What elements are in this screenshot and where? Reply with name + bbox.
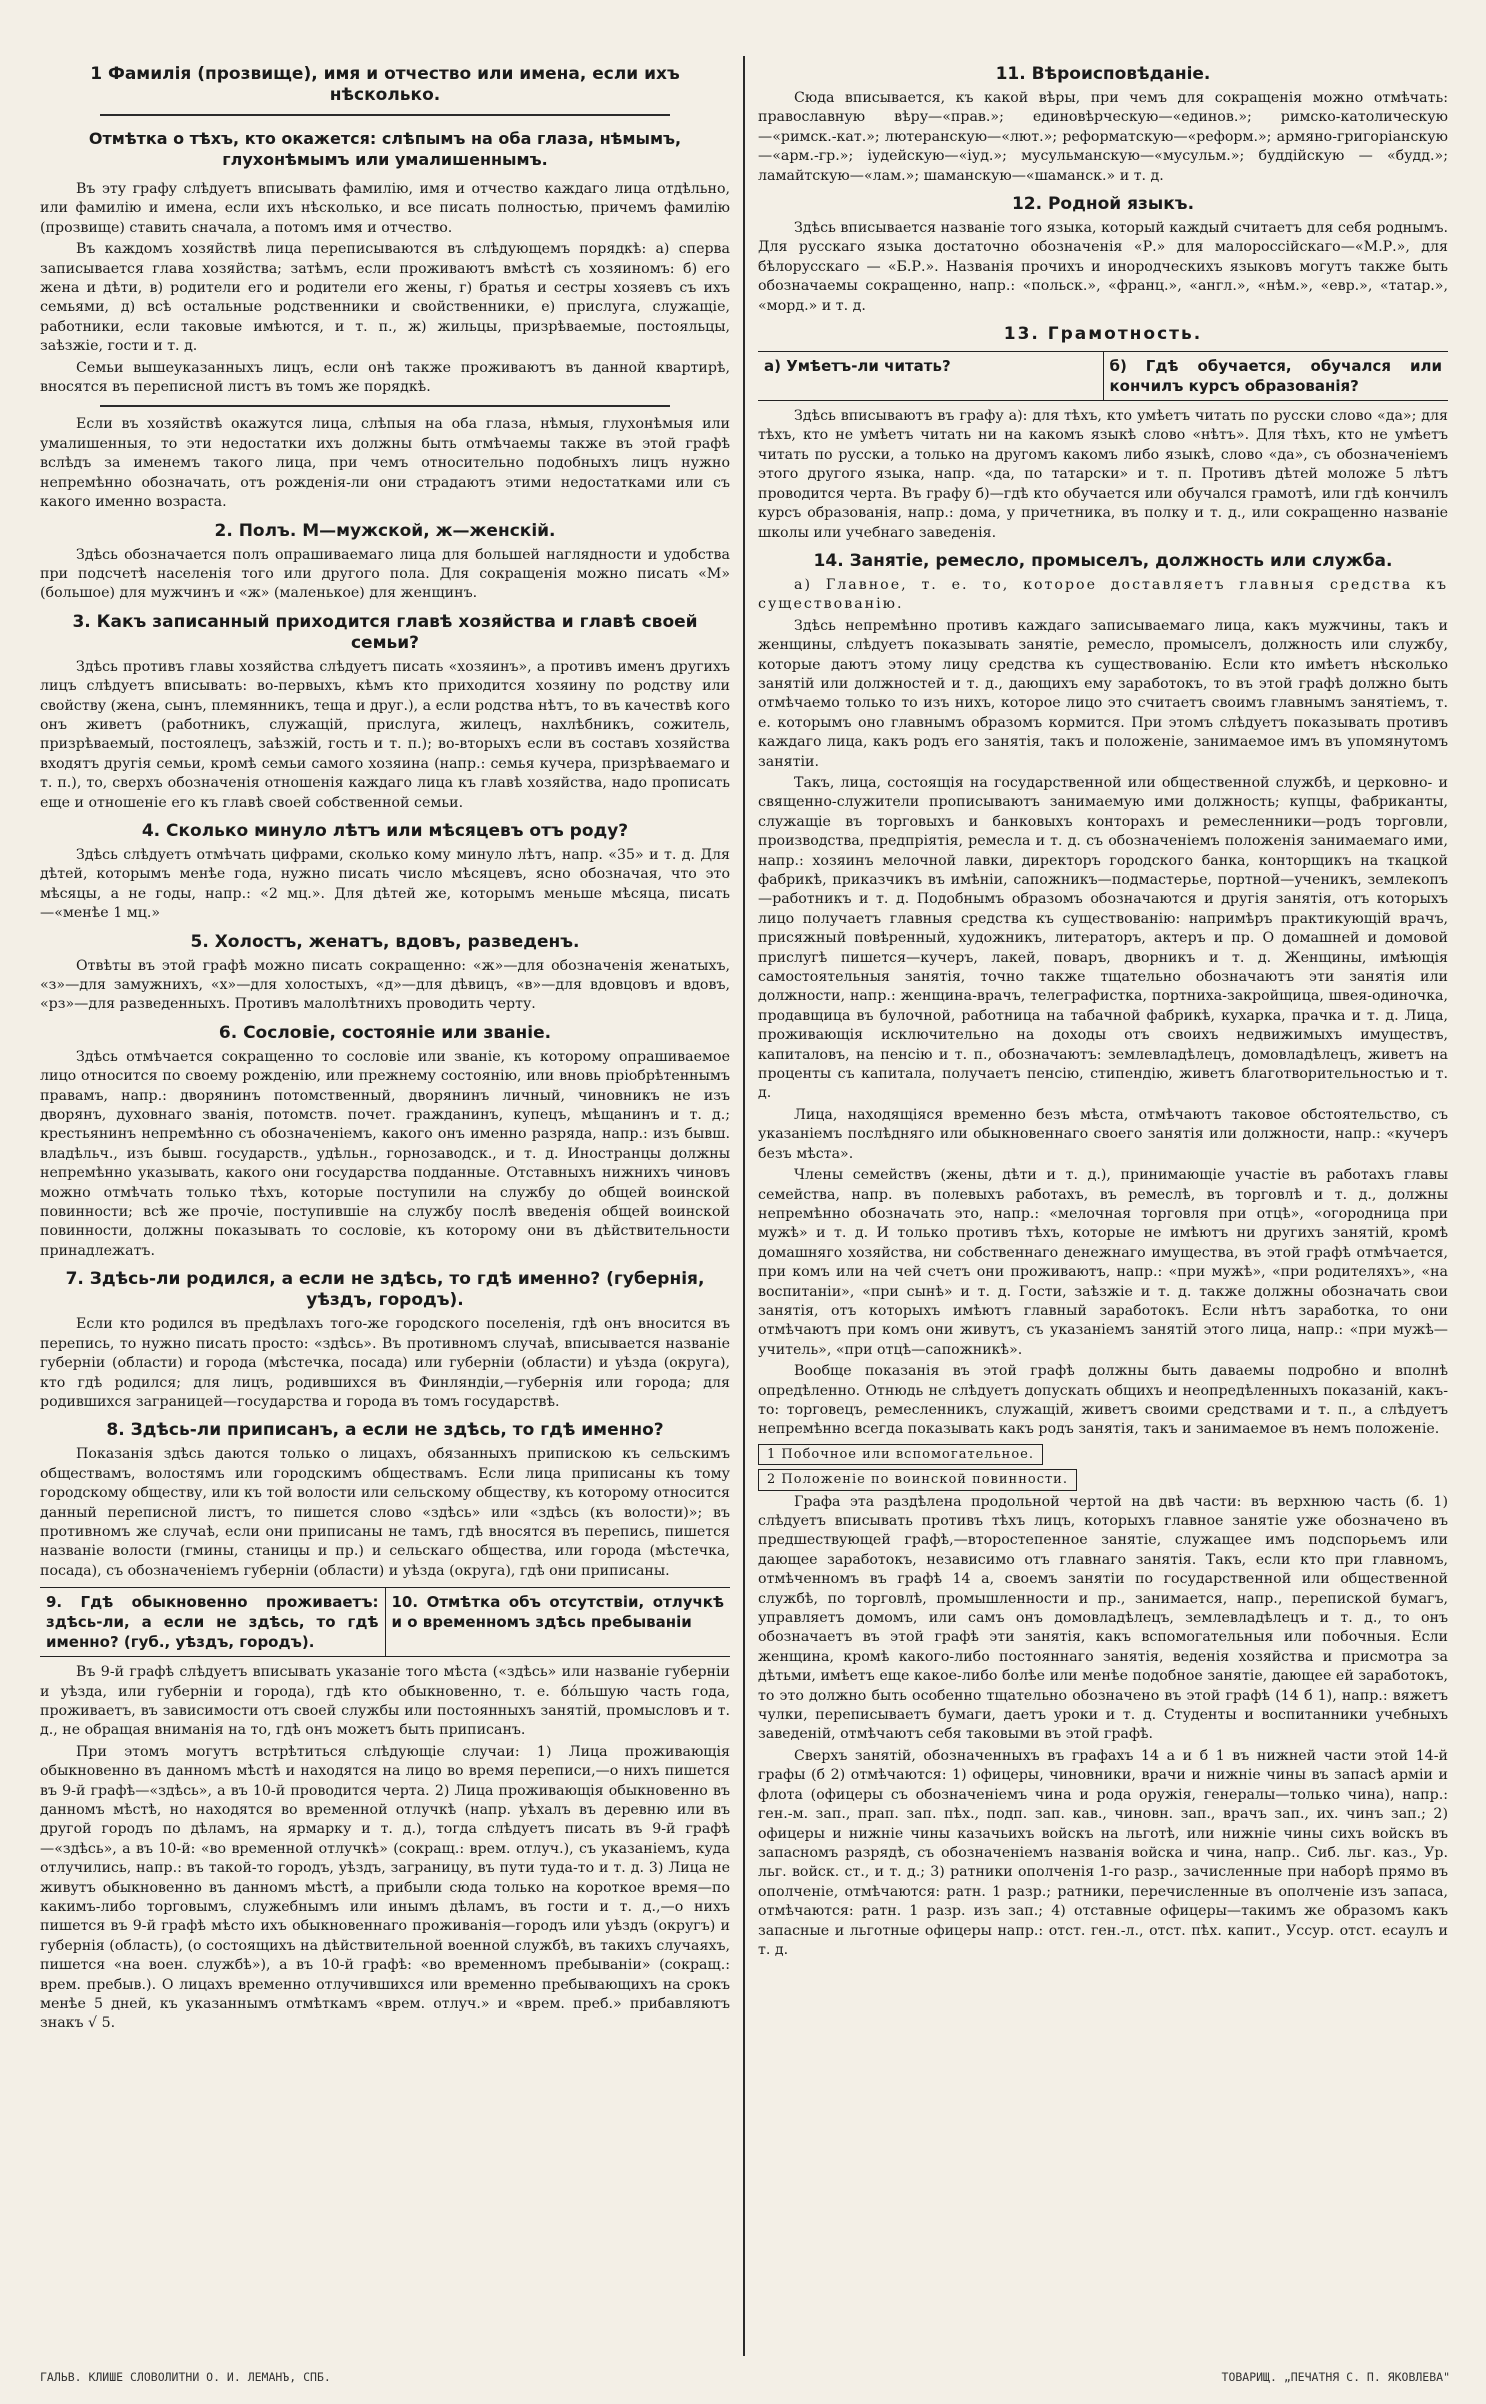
section-4-heading: 4. Сколько минуло лѣтъ или мѣсяцевъ отъ роду? <box>141 820 629 841</box>
paragraph: Если кто родился въ предѣлахъ того-же городского поселенія, гдѣ онъ вносится въ перепись, то нужно писать просто: «здѣсь». Въ противномъ случаѣ, вписывается названіе губерніи (области) и города (мѣстечка, посада) или губерніи (области) и уѣзда (округа), кто гдѣ родился; для лицъ, родившихся въ Финляндіи,—губернія или города; для родившихся заграницей—государства и города въ томъ государствѣ. <box>40 1316 730 1410</box>
paragraph: Сверхъ занятій, обозначенныхъ въ графахъ 14 а и б 1 въ нижней части этой 14-й графы (б 2) отмѣчаются: 1) офицеры, чиновники, врачи и нижніе чины въ запасѣ арміи и флота (офицеры съ обозначеніемъ чина и рода оружія, генералы—только чина), напр.: ген.-м. зап., прап. зап. пѣх., подп. зап. кав., чиновн. зап., врачъ зап., их. чинъ зап.; 2) офицеры и нижніе чины казачьихъ войскъ на льготѣ, или нижніе чины сихъ войскъ въ запасномъ разрядѣ, съ обозначеніемъ названія войска и чина, напр.. Сиб. льг. каз., Ур. льг. войск. ст., и т. д.; 3) ратники ополченія 1-го разр., зачисленные при наборѣ прямо въ ополченіе, отмѣчаются: ратн. 1 разр.; ратники, перечисленные въ ополченіе изъ запаса, отмѣчаются: ратн. 1 разр. изъ зап.; 4) отставные офицеры—такимъ же образомъ какъ запасные и льготные офицеры напр.: отст. ген.-л., отст. пѣх. капит., Уссур. отст. есаулъ и т. д. <box>758 1747 1448 1958</box>
paragraph: Въ 9-й графѣ слѣдуетъ вписывать указаніе того мѣста («здѣсь» или названіе губерніи и уѣзда, или губерніи и города), гдѣ кто обыкновенно, т. е. бóльшую часть года, проживаетъ, въ зависимости отъ своей службы или постоянныхъ занятій, промысловъ и т. д., не обращая вниманія на то, гдѣ онъ можетъ быть приписанъ. <box>40 1664 730 1739</box>
section-1-heading: 1 Фамилія (прозвище), имя и отчество или имена, если ихъ нѣсколько. <box>90 64 680 105</box>
footer-left-imprint: ГАЛЬВ. КЛИШЕ СЛОВОЛИТНИ О. И. ЛЕМАНЪ, СПБ. <box>40 2370 331 2384</box>
paragraph: Семьи вышеуказанныхъ лицъ, если онѣ также проживаютъ въ данной квартирѣ, вносятся въ переписной листъ въ томъ же порядкѣ. <box>40 359 730 396</box>
divider-rule <box>100 114 670 116</box>
paragraph: Лица, находящіяся временно безъ мѣста, отмѣчаютъ таковое обстоятельство, съ указаніемъ послѣдняго или обыкновеннаго своего занятія или должности, напр.: «кучеръ безъ мѣста». <box>758 1106 1448 1162</box>
section-10-heading: 10. Отмѣтка объ отсутствіи, отлучкѣ и о временномъ здѣсь пребываніи <box>385 1588 731 1656</box>
right-column <box>758 56 1448 2356</box>
paragraph: При этомъ могутъ встрѣтиться слѣдующіе случаи: 1) Лица проживающія обыкновенно въ данномъ мѣстѣ и находятся на лицо во время переписи,—о нихъ пишется въ 9-й графѣ—«здѣсь», а въ 10-й проводится черта. 2) Лица проживающія обыкновенно въ данномъ мѣстѣ, но находятся во временной отлучкѣ (напр. уѣхалъ въ деревню или въ другой городъ по дѣламъ, на ярмарку и т. д.), тогда слѣдуетъ писать въ 9-й графѣ—«здѣсь», а въ 10-й: «во временной отлучкѣ» (сокращ.: врем. отлуч.), съ указаніемъ, куда отлучились, напр.: въ такой-то городъ, уѣздъ, заграницу, въ пути туда-то и т. д. 3) Лица не живутъ обыкновенно въ данномъ мѣстѣ, а прибыли сюда только на короткое время—по какимъ-либо торговымъ, служебнымъ или инымъ дѣламъ, въ гости и т. д.,—о нихъ пишется въ 9-й графѣ мѣсто ихъ обыкновеннаго проживанія—городъ или уѣздъ (округъ) и губернія (область), (о состоящихъ на дѣйствительной военной службѣ, въ такихъ случаяхъ, пишется «на воен. службѣ»), а въ 10-й графѣ: «во временномъ пребываніи» (сокращ.: врем. пребыв.). О лицахъ временно отлучившихся или временно пребывающихъ на срокъ менѣе 5 дней, къ указаннымъ отмѣткамъ «врем. отлуч.» и «врем. преб.» прибавляютъ знакъ √ 5. <box>40 1743 730 2032</box>
paragraph: Здѣсь обозначается полъ опрашиваемаго лица для большей наглядности и удобства при подсчетѣ населенія того или другого пола. Для сокращенія можно писать «М» (большое) для мужчинъ и «ж» (маленькое) для женщинъ. <box>40 546 730 602</box>
section-12-heading: 12. Родной языкъ. <box>1011 194 1195 215</box>
census-instructions-page <box>40 56 1450 2356</box>
paragraph: Здѣсь отмѣчается сокращенно то сословіе или званіе, къ которому опрашиваемое лицо относится по своему рожденію, или прежнему состоянію, или вновь пріобрѣтеннымъ правамъ, напр.: дворянинъ потомственный, дворянинъ личный, чиновникъ не изъ дворянъ, духовнаго званія, потомств. почет. гражданинъ, купецъ, мѣщанинъ и т. д.; крестьянинъ непремѣнно съ обозначеніемъ, какого онъ именно разряда, напр.: изъ бывш. владѣльч., изъ бывш. государств., удѣльн., горнозаводск., и т. д. Иностранцы должны непремѣнно указывать, какого они государства подданные. Отставныхъ нижнихъ чиновъ можно отмѣчать только тѣхъ, которые поступили на службу до общей воинской повинности; всѣ же прочіе, поступившіе на службу послѣ введенія общей воинской повинности, должны показывать то сословіе, къ которому они въ дѣйствительности принадлежатъ. <box>40 1048 730 1259</box>
section-6-heading: 6. Сословіе, состояніе или званіе. <box>218 1022 552 1043</box>
paragraph: Здѣсь противъ главы хозяйства слѣдуетъ писать «хозяинъ», а противъ именъ другихъ лицъ слѣдуетъ вписывать: во-первыхъ, кѣмъ кто приходится хозяину по родству или свойству (жена, сынъ, племянникъ, теща и друг.), а если родства нѣтъ, то въ качествѣ кого онъ живетъ (работникъ, служащій, прислуга, жилецъ, нахлѣбникъ, сожитель, призрѣваемый, постоялецъ, заѣзжій, гость и т. п.); во-вторыхъ если въ составъ хозяйства входятъ другія семьи, кромѣ семьи самого хозяина (напр.: семья кучера, призрѣваемаго и т. п.), то, сверхъ обозначенія отношенія каждаго лица къ главѣ хозяйства, надо прописать еще и отношеніе его къ главѣ своей собственной семьи. <box>40 658 730 811</box>
section-13-subheader <box>758 351 1448 401</box>
paragraph: Въ эту графу слѣдуетъ вписывать фамилію, имя и отчество каждаго лица отдѣльно, или фамилію и имена, если ихъ нѣсколько, и все писать полностью, причемъ фамилію (прозвище) ставить сначала, а потомъ имя и отчество. <box>40 181 730 236</box>
sections-9-10-header <box>40 1587 730 1657</box>
section-1-note: Отмѣтка о тѣхъ, кто окажется: слѣпымъ на оба глаза, нѣмымъ, глухонѣмымъ или умалишеннымъ. <box>88 129 682 169</box>
paragraph: Здѣсь вписывается названіе того языка, который каждый считаетъ для себя роднымъ. Для русскаго языка достаточно обозначенія «Р.» для малороссійскаго—«М.Р.», для бѣлорусскаго — «Б.Р.». Названія прочихъ и инородческихъ языковъ могутъ также быть обозначаемы сокращенно, напр.: «польск.», «франц.», «англ.», «нѣм.», «евр.», «татар.», «морд.» и т. д. <box>758 220 1448 314</box>
paragraph: Если въ хозяйствѣ окажутся лица, слѣпыя на оба глаза, нѣмыя, глухонѣмыя или умалишенныя, то эти недостатки ихъ должны быть отмѣчаемы также въ этой графѣ вслѣдъ за именемъ такого лица, при чемъ относительно подобныхъ лицъ нужно непремѣнно обозначать, отъ рожденія-ли они страдаютъ этими недостатками или съ какого именно возраста. <box>40 416 730 511</box>
section-14-heading: 14. Занятіе, ремесло, промыселъ, должность или служба. <box>813 550 1393 571</box>
paragraph: Вообще показанія въ этой графѣ должны быть даваемы подробно и вполнѣ опредѣленно. Отнюдь не слѣдуетъ допускать общихъ и неопредѣленныхъ показаній, какъ-то: торговецъ, ремесленникъ, служащій, живетъ своими средствами и т. п., а слѣдуетъ непремѣнно всегда показывать какъ родъ занятія, такъ и занимаемое въ немъ положеніе. <box>758 1363 1448 1438</box>
paragraph: Здѣсь непремѣнно противъ каждаго записываемаго лица, какъ мужчины, такъ и женщины, слѣдуетъ показывать занятіе, ремесло, промыселъ, должность или службу, которые даютъ этому лицу средства къ существованію. Если кто имѣетъ нѣсколько занятій или должностей и т. д., дающихъ ему заработокъ, то въ этой графѣ должно быть отмѣчаемо только то изъ нихъ, которое лицо это считаетъ своимъ главнымъ занятіемъ, т. е. которымъ оно главнымъ образомъ кормится. При этомъ слѣдуетъ показывать противъ каждаго лица, какъ родъ его занятія, такъ и положеніе, занимаемое имъ въ упомянутомъ занятіи. <box>758 617 1448 770</box>
paragraph: Показанія здѣсь даются только о лицахъ, обязанныхъ припискою къ сельскимъ обществамъ, волостямъ или городскимъ обществамъ. Если лица приписаны къ тому городскому обществу, или къ той волости или сельскому обществу, къ которому относится данный переписной листъ, то пишется слово «здѣсь» или «здѣсь (къ волости)»; въ противномъ же случаѣ, если они приписаны не тамъ, гдѣ вносятся въ перепись, пишется названіе волости (гмины, станицы и пр.) и сельскаго общества, или города (мѣстечка, посада), съ обозначеніемъ губерніи (области) и уѣзда (округа), гдѣ они приписаны. <box>40 1446 730 1579</box>
section-14b-headers <box>758 1442 1448 1493</box>
paragraph: Здѣсь вписываютъ въ графу а): для тѣхъ, кто умѣетъ читать по русски слово «да»; для тѣхъ, кто не умѣетъ читать ни на какомъ языкѣ слово «нѣтъ». Для тѣхъ, кто не умѣетъ читать по русски, а только на другомъ какомъ либо языкѣ, слово «да», съ обозначеніемъ этого другого языка, напр. «да, по татарски» и т. п. Противъ дѣтей моложе 5 лѣтъ проводится черта. Въ графу б)—гдѣ кто обучается или обучался грамотѣ, или гдѣ кончилъ курсъ образованія, напр.: дома, у причетника, въ полку и т. д., или сокращенно названіе школы или учебнаго заведенія. <box>758 408 1448 541</box>
left-column <box>40 56 730 2356</box>
section-14b2-heading: 2 Положеніе по воинской повинности. <box>758 1469 1077 1490</box>
section-8-heading: 8. Здѣсь-ли приписанъ, а если не здѣсь, то гдѣ именно? <box>106 1420 664 1441</box>
paragraph: Здѣсь слѣдуетъ отмѣчать цифрами, сколько кому минуло лѣтъ, напр. «35» и т. д. Для дѣтей, которымъ менѣе года, нужно писать число мѣсяцевъ, ясно обозначая, что это мѣсяцы, а не годы, напр.: «2 мц.». Для дѣтей же, которымъ меньше мѣсяца, писать—«менѣе 1 мц.» <box>40 846 730 922</box>
section-13a-heading: а) Умѣетъ-ли читать? <box>764 357 951 376</box>
printer-footer <box>40 2370 1450 2390</box>
section-7-heading: 7. Здѣсь-ли родился, а если не здѣсь, то гдѣ именно? (губернія, уѣздъ, городъ). <box>65 1269 705 1311</box>
paragraph: Такъ, лица, состоящія на государственной или общественной службѣ, и церковно- и священно-служители прописываютъ занимаемую ими должность; купцы, фабриканты, служащіе въ торговыхъ и банковыхъ конторахъ и ремесленники—родъ торговли, производства, предпріятія, ремесла и т. д. съ обозначеніемъ положенія занимаемаго ими, напр.: хозяинъ мелочной лавки, директоръ городского банка, конторщикъ на ткацкой фабрикѣ, приказчикъ въ имѣніи, сапожникъ—подмастерье, портной—ученикъ, землекопъ—работникъ и т. д. Подобнымъ образомъ обозначаются и другія занятія, отъ которыхъ лицо получаетъ главныя средства къ существованію: напримѣръ практикующій врачъ, присяжный повѣренный, художникъ, литераторъ, актеръ и пр. О домашней и домовой прислугѣ пишется—кучеръ, лакей, поваръ, дворникъ и т. д. Женщины, имѣющія самостоятельныя занятія, точно также тщательно обозначаютъ эти занятія или должности, напр.: женщина-врачъ, телеграфистка, портниха-закройщица, швея-одиночка, продавщица въ булочной, работница на табачной фабрикѣ, кухарка, прачка и т. д. Лица, проживающія исключительно на доходы отъ своихъ недвижимыхъ имуществъ, капиталовъ, на пенсію и т. п., обозначаютъ: землевладѣлецъ, домовладѣлецъ, живетъ на проценты съ капитала, получаетъ пенсію, стипендію, живетъ благотворительностью и т. д. <box>758 774 1448 1102</box>
paragraph: Сюда вписывается, къ какой вѣры, при чемъ для сокращенія можно отмѣчать: православную вѣру—«прав.»; единовѣрческую—«единов.»; римско-католическую—«римск.-кат.»; лютеранскую—«лют.»; реформатскую—«реформ.»; армяно-григоріанскую—«арм.-гр.»; іудейскую—«іуд.»; мусульманскую—«мусульм.»; буддійскую — «будд.»; ламайтскую—«лам.»; шаманскую—«шаманск.» и т. д. <box>758 90 1448 184</box>
section-2-heading: 2. Полъ. М—мужской, ж—женскій. <box>214 520 556 541</box>
column-divider <box>743 56 745 2356</box>
section-11-heading: 11. Вѣроисповѣданіе. <box>995 64 1211 84</box>
paragraph: Въ каждомъ хозяйствѣ лица переписываются въ слѣдующемъ порядкѣ: а) сперва записывается глава хозяйства; затѣмъ, если проживаютъ вмѣстѣ съ хозяиномъ: б) его жена и дѣти, в) родители его и родители его жены, г) братья и сестры хозяевъ съ ихъ семьями, д) всѣ остальные родственники и свойственники, е) прислуга, служащіе, работники, если таковые имѣются, и т. п., ж) жильцы, призрѣваемые, постояльцы, заѣзжіе, гости и т. д. <box>40 241 730 355</box>
paragraph: Члены семействъ (жены, дѣти и т. д.), принимающіе участіе въ работахъ главы семейства, напр. въ полевыхъ работахъ, въ ремеслѣ, въ торговлѣ и т. д., должны непремѣнно обозначать это, напр.: «мелочная торговля при отцѣ», «огородница при мужѣ» и т. д. И только противъ тѣхъ, которые не имѣютъ ни другихъ занятій, кромѣ домашняго хозяйства, ни собственнаго денежнаго имущества, въ этой графѣ отмѣчается, при комъ или на чей счетъ они проживаютъ, напр.: «при мужѣ», «при родителяхъ», «на воспитаніи», «при сынѣ» и т. д. Гости, заѣзжіе и т. д. также должны обозначать свои занятія, отъ которыхъ имѣютъ главный заработокъ. Если нѣтъ заработка, то они отмѣчаютъ при комъ они живутъ, съ указаніемъ занятій этого лица, напр.: «при мужѣ—учитель», «при отцѣ—сапожникѣ». <box>758 1167 1448 1358</box>
paragraph: Графа эта раздѣлена продольной чертой на двѣ части: въ верхнюю часть (б. 1) слѣдуетъ вписывать противъ тѣхъ лицъ, которыхъ главное занятіе уже обозначено въ предшествующей графѣ,—второстепенное занятіе, служащее имъ подспорьемъ или дающее заработокъ, независимо отъ главнаго занятія. Такъ, если кто при главномъ, отмѣченномъ въ графѣ 14 а, своемъ занятіи по государственной или общественной службѣ, по торговлѣ, промышленности и пр., занимается, напр., перепиской бумагъ, управляетъ домомъ, или самъ онъ домовладѣлецъ, землевладѣлецъ и т. д., то онъ обозначаетъ въ этой графѣ эти занятія, какъ вспомогательныя или побочныя. Если женщина, кромѣ какого-либо постояннаго занятія, веденія хозяйства и присмотра за дѣтьми, имѣетъ еще какое-либо болѣе или менѣе подобное занятіе, дающее ей заработокъ, то это должно быть особенно тщательно обозначено въ этой графѣ (14 б 1), напр.: вяжетъ чулки, переписываетъ бумаги, даетъ уроки и т. д. Студенты и воспитанники учебныхъ заведеній, отмѣчаютъ себя таковыми въ этой графѣ. <box>758 1493 1448 1743</box>
section-9-heading: 9. Гдѣ обыкновенно проживаетъ: здѣсь-ли, а если не здѣсь, то гдѣ именно? (губ., уѣздъ, городъ). <box>46 1593 379 1652</box>
section-3-heading: 3. Какъ записанный приходится главѣ хозяйства и главѣ своей семьи? <box>72 611 698 653</box>
section-13b-heading: б) Гдѣ обучается, обучался или кончилъ курсъ образованія? <box>1103 352 1449 400</box>
section-13-heading: 13. Грамотность. <box>1003 324 1203 345</box>
footer-right-imprint: ТОВАРИЩ. „ПЕЧАТНЯ С. П. ЯКОВЛЕВА" <box>1221 2370 1450 2384</box>
paragraph: Отвѣты въ этой графѣ можно писать сокращенно: «ж»—для обозначенія женатыхъ, «з»—для замужнихъ, «х»—для холостыхъ, «д»—для дѣвицъ, «в»—для вдовцовъ и вдовъ, «рз»—для разведенныхъ. Противъ малолѣтнихъ проводить черту. <box>40 957 730 1013</box>
section-5-heading: 5. Холостъ, женатъ, вдовъ, разведенъ. <box>190 931 580 952</box>
divider-rule <box>100 405 670 407</box>
section-14b1-heading: 1 Побочное или вспомогательное. <box>758 1444 1043 1465</box>
section-14a-heading: а) Главное, т. е. то, которое доставляетъ главныя средства къ существованію. <box>758 576 1448 613</box>
